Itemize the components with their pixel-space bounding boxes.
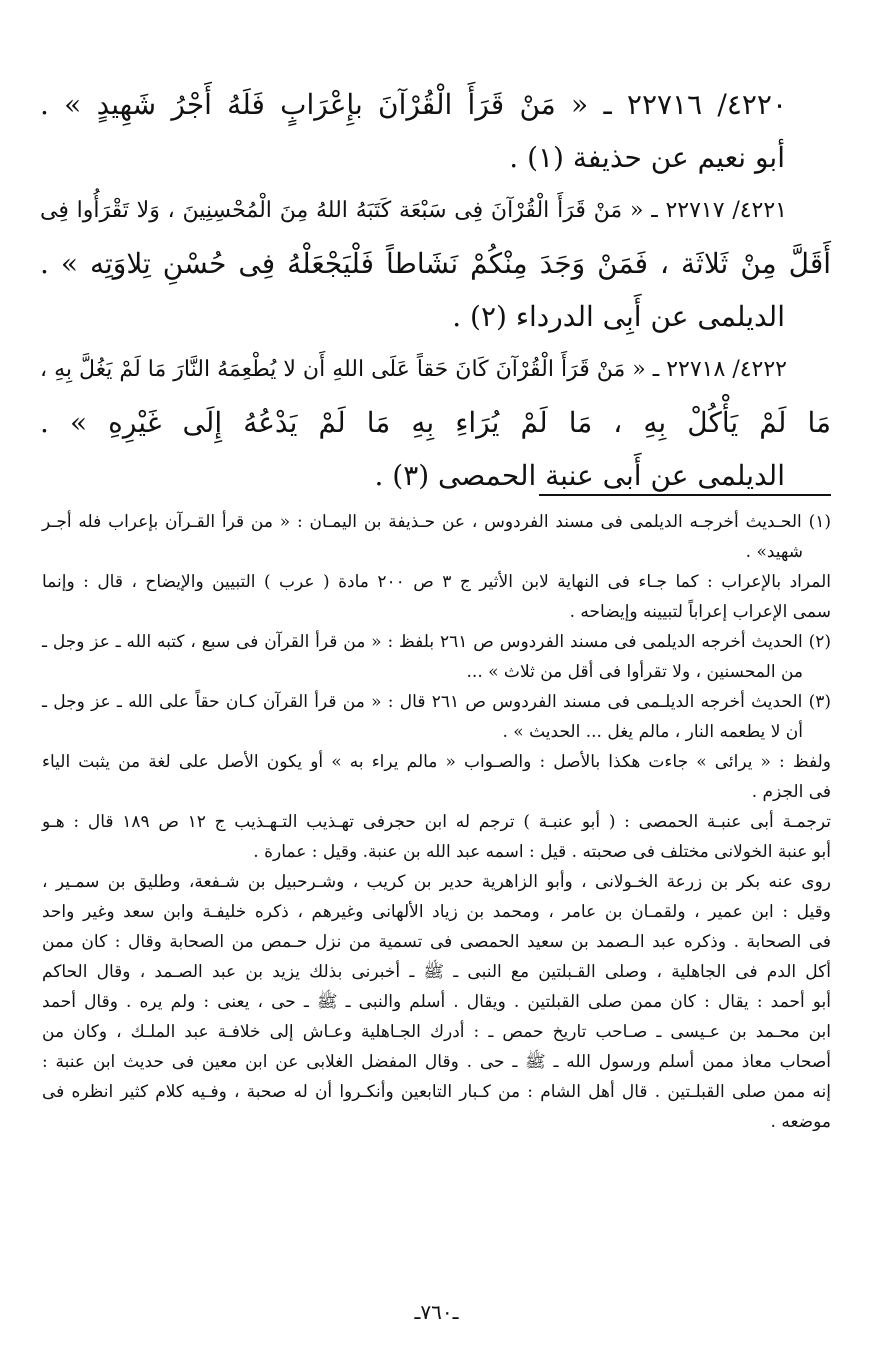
hadith-4222-source: الديلمى عن أَبى عنبة الحمصى (٣) . (374, 459, 785, 492)
footnote-line: شهيد» . (745, 542, 803, 562)
hadith-4220-line: ٤٢٢٠/ ٢٢٧١٦ ـ « مَنْ قَرَأَ الْقُرْآنَ بإِعْرَابٍ فَلَهُ أَجْرُ شَهِيدٍ » . (40, 88, 787, 121)
footnote-line: من المحسنين ، ولا تقرأوا فى أقل من ثلاث » ... (466, 662, 803, 682)
footnote-line: ترجمـة أبى عنبـة الحمصى : ( أبو عنبـة ) ترجم له ابن حجرفى تهـذيب التـهـذيب ج ١٢ ص ١٨٩ قال : هـو (42, 812, 831, 832)
footnote-line: إنه ممن صلى القبلـتين . قال أهل الشام : من كـبار التابعين وأنكـروا أن له صحبة ، وفـيه كلام كثير انظره فى (42, 1082, 831, 1102)
hadith-4222-line-2: مَا لَمْ يَأْكُلْ بِهِ ، مَا لَمْ يُرَاءِ بِهِ مَا لَمْ يَدْعُهُ إِلَى غَيْرِهِ » . (40, 406, 831, 439)
page-number: ـ٧٦٠ـ (414, 1300, 459, 1324)
hadith-text (40, 78, 831, 502)
footnote-line: أن لا يطعمه النار ، مالم يغل ... الحديث » . (502, 722, 803, 742)
footnote-line: سمى الإعراب إعراباً لتبيينه وإيضاحه . (569, 602, 831, 622)
footnote-line: فى الصحابة . وذكره عبد الـصمد بن سعيد الحمصى فى تسمية من نزل حـمص من الصحابة وقال : كان ممن (42, 932, 831, 952)
footnote-line: أصحاب معاذ ممن أسلم ورسول الله ـ ﷺ ـ حى . وقال المفضل الغلابى عن ابن معين فى حديث ابن عنبة : (42, 1052, 831, 1072)
footnote-line: وقيل : ابن عمير ، ولقمـان بن عامر ، ومحمد بن زياد الألهانى وغيرهم ، ذكره خليفـة وابن سعد وغير واحد (42, 902, 831, 922)
footnote-line: المراد بالإعراب : كما جـاء فى النهاية لابن الأثير ج ٣ ص ٢٠٠ مادة ( عرب ) التبيين والإيضاح ، قال : وإنما (42, 572, 831, 592)
hadith-4222-line-1: ٤٢٢٢/ ٢٢٧١٨ ـ « مَنْ قَرَأَ الْقُرْآنَ كَانَ حَقاً عَلَى اللهِ أَن لا يُطْعِمَهُ النَّارَ مَا لَمْ يَغُلَّ بِهِ ، (40, 357, 787, 382)
footnote-line: فى الجزم . (751, 782, 831, 802)
hadith-4221-line-2: أَقَلَّ مِنْ ثَلاثَة ، فَمَنْ وَجَدَ مِنْكُمْ نَشَاطاً فَلْيَجْعَلْهُ فِى حُسْنِ تِلاوَتِه » . (40, 247, 831, 280)
footnote-line: (٣) الحديث أخرجه الديلـمى فى مسند الفردوس ص ٢٦١ قال : « من قرأ القرآن كـان حقاً على الله ـ عز وجل ـ (42, 692, 832, 712)
footnote-separator (539, 494, 831, 496)
footnote-line: أكل الدم فى الجاهلية ، وصلى القـبلتين مع النبى ـ ﷺ ـ أخبرنى بذلك يزيد بن عبد الصـمد ، وقال الحاكم (42, 962, 831, 982)
footnote-line: أبو أحمد : يقال : كان ممن صلى القبلتين . ويقال . أسلم والنبى ـ ﷺ ـ حى ، يعنى : ولم يره . وقال أحمد (42, 992, 831, 1012)
footnote-line: (١) الحـديث أخرجـه الديلمى فى مسند الفردوس ، عن حـذيفة بن اليمـان : « من قرأ القـرآن بإعراب فله أجـر (42, 512, 831, 532)
footnote-line: روى عنه بكر بن زرعة الخـولانى ، وأبو الزاهرية حدير بن كريب ، وشـرحبيل بن شـفعة، وطليق بن سمـير ، (42, 872, 831, 892)
footnote-line: ولفظ : « يرائى » جاءت هكذا بالأصل : والصـواب « مالم يراء به » أو يكون الأصل على لغة من يثبت الياء (42, 752, 831, 772)
footnote-line: أبو عنبة الخولانى مختلف فى صحبته . قيل : اسمه عبد الله بن عنبة. وقيل : عمارة . (253, 842, 831, 862)
footnote-line: موضعه . (770, 1112, 831, 1132)
footnote-line: (٢) الحديث أخرجه الديلمى فى مسند الفردوس ص ٢٦١ بلفظ : « من قرأ القرآن فى سبع ، كتبه الله ـ عز وجل ـ (42, 632, 832, 652)
footnotes (42, 507, 831, 1137)
footnote-line: ابن محـمد بن عـيسى ـ صـاحب تاريخ حمص ـ : أدرك الجـاهلية وعـاش إلى خلافـة عبد الملـك ، وكان من (42, 1022, 832, 1042)
hadith-4221-line-1: ٤٢٢١/ ٢٢٧١٧ ـ « مَنْ قَرَأَ الْقُرْآنَ فِى سَبْعَة كَتَبَهُ اللهُ مِنَ الْمُحْسِنِينَ ، وَلا تَقْرَأُوا فِى (40, 198, 787, 223)
hadith-4221-source: الديلمى عن أَبِى الدرداء (٢) . (452, 300, 785, 333)
hadith-4220-source: أبو نعيم عن حذيفة (١) . (509, 141, 785, 174)
